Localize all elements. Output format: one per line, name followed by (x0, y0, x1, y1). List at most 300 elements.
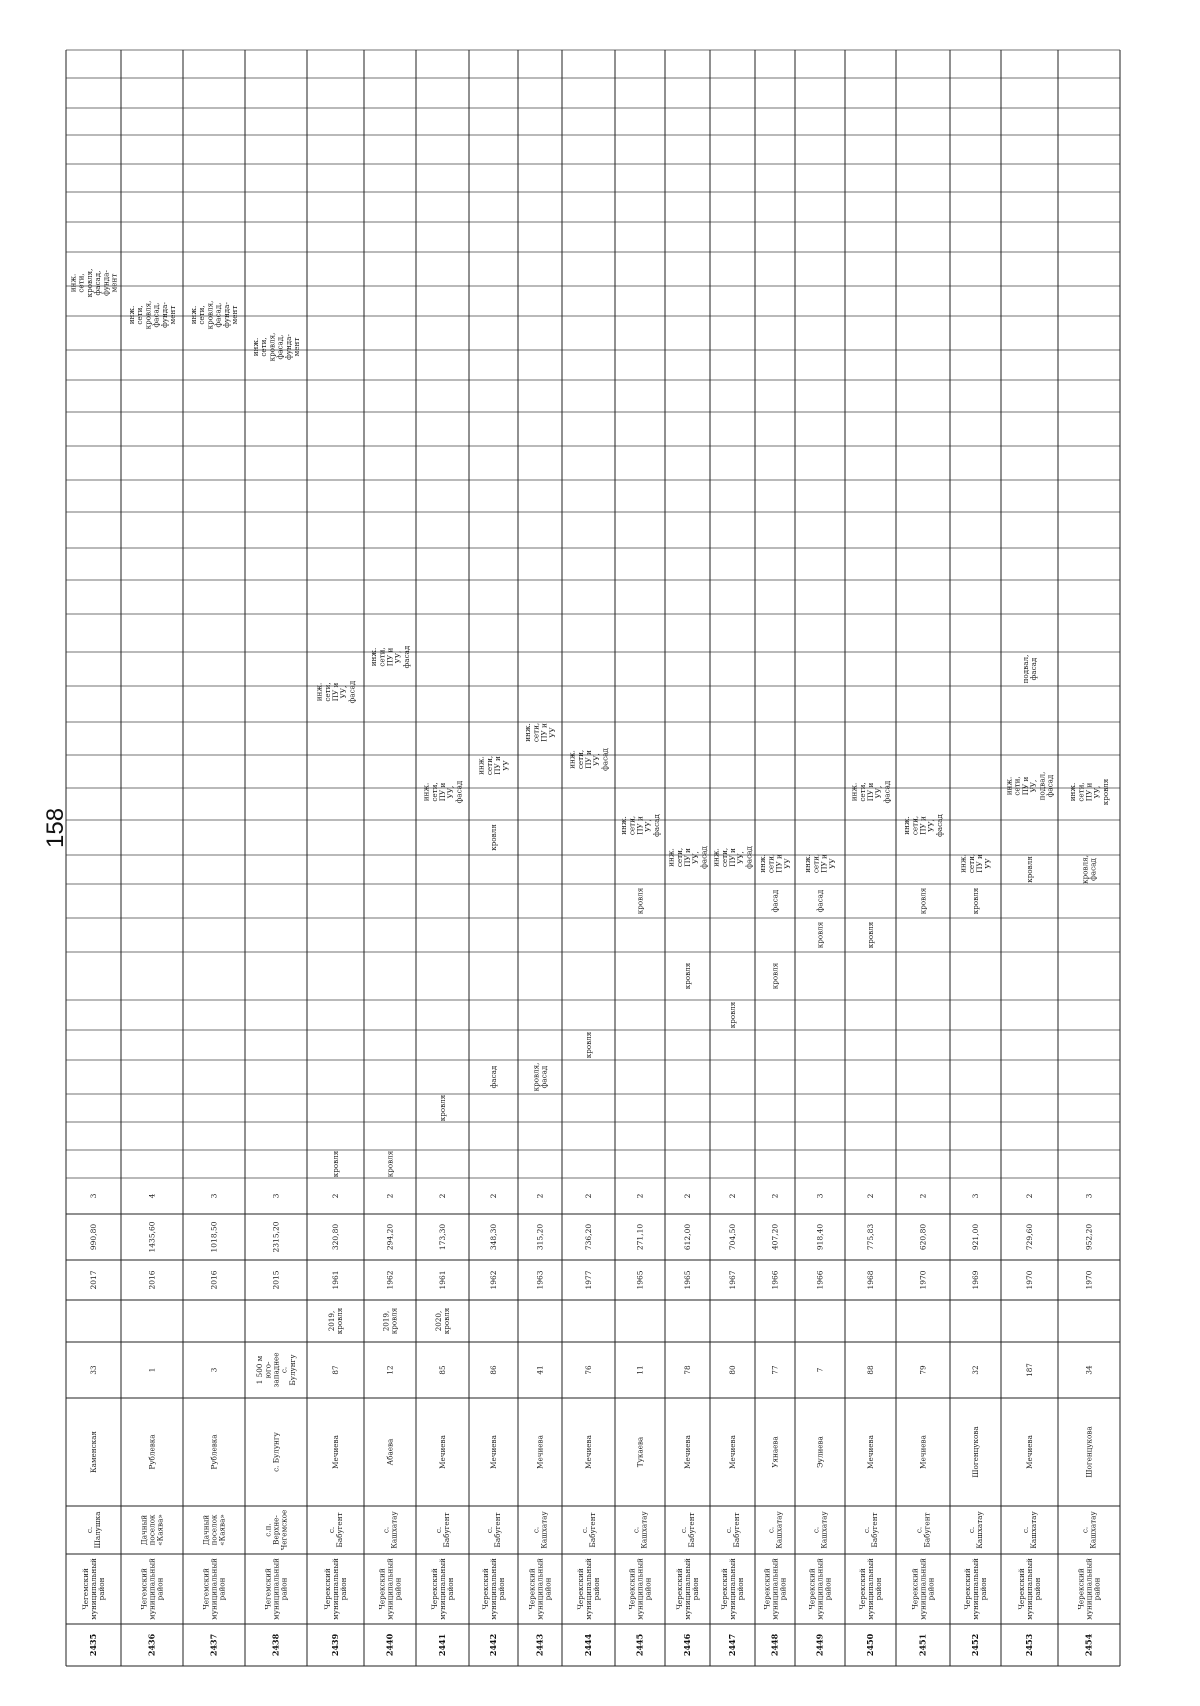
work-cell-c14-line: ПУ и (1020, 776, 1030, 796)
work-cell-c14-line: ПУ и (866, 782, 875, 802)
street-cell (866, 1434, 875, 1468)
settlement-cell-line: Дачный (201, 1514, 211, 1546)
floors-cell-line: 2 (770, 1193, 780, 1199)
work-cell-c12-line: инж. (666, 848, 676, 867)
floors-cell (489, 1193, 498, 1198)
work-cell-c13-line: ПУ и (635, 816, 645, 835)
house-cell (866, 1365, 875, 1375)
repair-note-cell-line: кровля (442, 1307, 452, 1335)
work-cell-c14-line: инж. (421, 782, 431, 802)
work-cell-c14-line: фасад (882, 780, 892, 804)
settlement-cell (580, 1513, 597, 1548)
floors-cell-line: 3 (271, 1193, 281, 1199)
house-cell-line: 76 (584, 1365, 593, 1375)
row-id-line: 2448 (769, 1633, 780, 1657)
district-cell (963, 1558, 988, 1620)
district-cell-line: район (155, 1577, 165, 1601)
row-id-line: 2454 (1083, 1633, 1094, 1657)
settlement-cell-line: поселок (147, 1514, 157, 1546)
district-cell-line: муниципальный (489, 1558, 498, 1620)
district-cell-line: муниципальный (89, 1558, 98, 1620)
settlement-cell (327, 1513, 344, 1548)
house-cell-line: 88 (866, 1365, 875, 1375)
district-cell-line: муниципальный (683, 1558, 692, 1620)
row-id (1084, 1633, 1094, 1656)
row-id (583, 1633, 593, 1656)
work-cell-c28 (189, 301, 239, 330)
work-cell-c12 (803, 854, 837, 873)
district-cell-line: Черекский (857, 1568, 867, 1610)
street-cell (584, 1434, 593, 1468)
settlement-cell-line: Кашхатау (539, 1511, 549, 1549)
area-cell (89, 1224, 98, 1250)
floors-cell (816, 1193, 825, 1198)
work-cell-c15-line: УУ (501, 760, 511, 771)
repair-note-cell (327, 1307, 344, 1334)
work-cell-c10 (866, 921, 875, 948)
work-cell-c13-line: кровля (489, 824, 498, 851)
district-cell-line: район (339, 1577, 349, 1601)
work-cell-c11-line: кровля (918, 887, 928, 915)
year-cell (536, 1270, 545, 1289)
work-cell-c28-line: инж. (127, 305, 136, 325)
floors-cell (584, 1193, 593, 1198)
street-cell-line: Рублевка (147, 1434, 157, 1470)
house-cell (148, 1368, 157, 1373)
district-cell-line: муниципальный (438, 1558, 447, 1620)
row-id (535, 1633, 545, 1656)
work-cell-c28-line: кровля, (205, 300, 215, 330)
work-cell-c13-line: УУ, (643, 819, 653, 832)
row-id-line: 2453 (1024, 1633, 1034, 1657)
floors-cell-line: 2 (331, 1193, 340, 1199)
settlement-cell-line: Кашхатау (975, 1511, 985, 1549)
house-cell-line: 33 (89, 1365, 98, 1375)
district-cell-line: муниципальный (635, 1558, 645, 1620)
street-cell-line: Эулиева (815, 1436, 825, 1468)
settlement-cell-line: Кашхатау (1029, 1511, 1039, 1549)
row-id (815, 1633, 825, 1656)
street-cell (210, 1434, 219, 1470)
year-cell (1025, 1270, 1034, 1289)
work-cell-c12-line: ПУ и (975, 854, 985, 873)
settlement-cell (811, 1511, 828, 1549)
year-cell-line: 1966 (770, 1270, 780, 1290)
settlement-cell-line: Бабугент (922, 1512, 932, 1548)
row-id-line: 2437 (208, 1633, 219, 1657)
work-cell-c12-line: ПУ и (819, 854, 829, 873)
street-cell-line: Мечиева (1025, 1435, 1034, 1469)
work-cell-c17-line: сети, (322, 682, 332, 702)
year-cell-line: 1962 (385, 1270, 395, 1290)
work-cell-c27 (251, 333, 301, 362)
district-cell-line: муниципальный (728, 1558, 737, 1620)
work-cell-c29-line: фунда- (101, 270, 111, 296)
floors-cell-line: 2 (635, 1193, 645, 1199)
work-cell-c12-line: ПУ и (683, 848, 692, 867)
street-cell-line: Абаева (385, 1438, 395, 1466)
district-cell-line: Черекский (1016, 1568, 1026, 1610)
year-cell (272, 1270, 281, 1289)
street-cell-line: Уянаева (770, 1436, 780, 1468)
street-cell-line: Рублевка (209, 1434, 219, 1470)
work-cell-c16-line: сети, (531, 722, 541, 743)
settlement-cell-line: Верхне- (271, 1515, 281, 1545)
house-cell (89, 1365, 98, 1375)
work-cell-c12-line: фасад (699, 846, 709, 869)
work-cell-c12-line: инж. (958, 854, 968, 873)
house-cell (636, 1365, 645, 1374)
work-cell-c14-line: подвал, (1037, 771, 1047, 801)
street-cell (148, 1434, 157, 1470)
row-id-line: 2442 (488, 1633, 498, 1657)
work-cell-c15-line: сети, (484, 755, 494, 776)
repair-note-cell-line: 2020, (433, 1310, 443, 1332)
work-cell-c15-line: УУ, (592, 753, 602, 766)
work-cell-c14 (1068, 778, 1110, 805)
repair-note-cell (434, 1307, 451, 1334)
house-cell-line: с. (279, 1366, 289, 1374)
area-cell-line: 2315,20 (271, 1221, 281, 1253)
house-cell-line: 77 (770, 1365, 780, 1375)
work-cell-c14-line: инж. (1068, 782, 1078, 802)
area-cell-line: 990,80 (89, 1223, 98, 1251)
year-cell (636, 1270, 645, 1289)
work-cell-c11 (816, 889, 825, 912)
work-cell-c14-line: сети, (857, 782, 867, 802)
work-cell-c10-line: кровля (815, 921, 825, 949)
work-cell-c29-line: кровля, (84, 268, 94, 298)
work-cell-c12 (758, 854, 792, 873)
district-cell (323, 1558, 348, 1620)
year-cell (866, 1270, 875, 1289)
year-cell (386, 1270, 395, 1289)
work-cell-c28-line: мент (230, 305, 239, 325)
floors-cell (919, 1193, 928, 1198)
work-cell-c12-line: сети, (766, 853, 776, 874)
row-id-line: 2449 (814, 1633, 825, 1657)
district-cell-line: район (543, 1577, 553, 1601)
area-cell-line: 1435,60 (147, 1221, 157, 1253)
work-cell-c13-line: ПУ и (918, 816, 928, 835)
district-cell-line: район (393, 1577, 403, 1601)
work-cell-c7 (584, 1031, 593, 1058)
floors-cell (536, 1193, 545, 1198)
work-cell-c6 (531, 1063, 548, 1092)
work-cell-c18-line: сети, (377, 647, 387, 667)
street-cell (272, 1431, 281, 1471)
street-cell-line: Мечиева (683, 1435, 692, 1469)
district-cell (627, 1558, 652, 1620)
row-id-line: 2440 (384, 1633, 395, 1657)
area-cell-line: 921,00 (971, 1223, 980, 1251)
settlement-cell (201, 1514, 226, 1546)
work-cell-c12-line: УУ, (691, 851, 701, 864)
work-cell-c14-line: УУ, (1092, 785, 1102, 799)
district-cell-line: Черекский (322, 1568, 332, 1610)
work-cell-c14 (1005, 772, 1055, 801)
work-cell-c17-line: инж. (314, 682, 324, 702)
floors-cell-line: 4 (147, 1193, 157, 1199)
row-id-line: 2439 (330, 1633, 340, 1657)
year-cell-line: 2016 (209, 1270, 219, 1290)
area-cell (771, 1224, 780, 1250)
work-cell-c29 (69, 269, 119, 298)
year-cell (148, 1270, 157, 1289)
row-id (770, 1633, 780, 1656)
work-cell-c17-line: ПУ и (331, 682, 340, 702)
work-cell-c12-line: фасад (1088, 858, 1098, 881)
work-cell-c12-line: кровля, (1080, 855, 1090, 884)
area-cell (584, 1224, 593, 1250)
settlement-cell-line: «Каява» (217, 1514, 227, 1546)
district-cell (81, 1558, 106, 1620)
settlement-cell-line: Кашхатау (819, 1511, 829, 1549)
settlement-cell-line: Бабугент (732, 1512, 742, 1548)
district-cell (201, 1558, 226, 1620)
street-cell (771, 1436, 780, 1468)
page-number: 158 (42, 807, 69, 848)
work-cell-c14-line: УУ, (874, 785, 884, 799)
district-cell-line: муниципальный (331, 1558, 340, 1620)
district-cell-line: муниципальный (271, 1558, 281, 1620)
work-cell-c13-line: УУ, (926, 819, 936, 832)
work-cell-c7-line: кровля (584, 1031, 593, 1059)
district-cell (430, 1558, 455, 1620)
area-cell (971, 1224, 980, 1250)
district-cell-line: Черекский (527, 1568, 537, 1610)
floors-cell-line: 2 (584, 1193, 593, 1199)
year-cell (771, 1270, 780, 1289)
district-cell-line: район (874, 1577, 884, 1601)
floors-cell (438, 1193, 447, 1198)
area-cell (272, 1221, 281, 1252)
street-cell (89, 1431, 98, 1473)
work-cell-c3 (331, 1150, 340, 1177)
street-cell-line: Мечиева (584, 1435, 593, 1469)
repair-note-cell-line: 2019, (381, 1310, 391, 1332)
house-cell (584, 1365, 593, 1375)
row-id (330, 1633, 340, 1656)
settlement-cell-line: Кашхатау (389, 1511, 399, 1549)
work-cell-c17 (315, 680, 357, 703)
year-cell (971, 1270, 980, 1289)
work-cell-c12 (712, 846, 754, 869)
house-cell-line: 187 (1025, 1363, 1034, 1377)
district-cell-line: Черекский (807, 1568, 817, 1610)
work-cell-c12-line: инж. (758, 854, 768, 873)
settlement-cell-line: с. (966, 1526, 976, 1534)
settlement-cell-line: с. (326, 1526, 336, 1534)
house-cell-line: юго- (263, 1361, 273, 1379)
settlement-cell (139, 1514, 164, 1546)
settlement-cell (1080, 1511, 1097, 1549)
street-cell (683, 1434, 692, 1468)
area-cell (438, 1224, 447, 1250)
work-cell-c12-line: УУ (983, 858, 993, 869)
district-cell-line: район (823, 1577, 833, 1601)
work-cell-c14-line: инж. (1004, 776, 1014, 796)
year-cell (89, 1270, 98, 1289)
settlement-cell (766, 1511, 783, 1549)
district-cell-line: район (1092, 1577, 1102, 1601)
settlement-cell-line: с. (914, 1526, 924, 1534)
work-cell-c13-line: фасад (934, 814, 944, 837)
house-cell-line: 32 (971, 1365, 980, 1375)
settlement-cell-line: с. (484, 1526, 494, 1534)
district-cell (481, 1558, 506, 1620)
work-cell-c14-line: ПУ и (1084, 782, 1094, 802)
year-cell-line: 1970 (1084, 1270, 1094, 1290)
floors-cell-line: 2 (866, 1193, 875, 1199)
work-cell-c12 (1025, 856, 1034, 883)
district-cell-line: район (926, 1577, 936, 1601)
work-cell-c15 (477, 756, 511, 775)
settlement-cell-line: Дачный (139, 1514, 149, 1546)
work-cell-c17-line: фасад (347, 680, 357, 704)
settlement-cell (531, 1511, 548, 1549)
row-id (488, 1634, 498, 1656)
work-cell-c14 (850, 780, 892, 803)
district-cell-line: муниципальный (147, 1558, 157, 1620)
floors-cell (89, 1193, 98, 1198)
year-cell-line: 1963 (535, 1270, 545, 1290)
street-cell-line: Мечиева (489, 1435, 498, 1469)
house-cell-line: 87 (331, 1365, 340, 1375)
district-cell (377, 1558, 402, 1620)
district-cell (858, 1558, 883, 1620)
district-cell-line: муниципальный (815, 1558, 825, 1620)
settlement-cell-line: Кашхатау (1088, 1511, 1098, 1549)
area-cell (728, 1224, 737, 1250)
area-cell-line: 173,30 (438, 1223, 447, 1251)
district-cell-line: Черекский (674, 1568, 684, 1610)
work-cell-c18-line: фасад (1029, 657, 1039, 681)
row-id-line: 2451 (917, 1633, 928, 1657)
year-cell-line: 2017 (89, 1270, 98, 1290)
work-cell-c14-line: ПУ и (438, 782, 447, 802)
area-cell-line: 315,20 (535, 1223, 545, 1251)
work-cell-c28-line: кровля, (143, 300, 153, 330)
district-cell-line: район (446, 1577, 456, 1601)
row-id (865, 1633, 875, 1656)
year-cell-line: 1961 (438, 1270, 447, 1290)
district-cell-line: район (979, 1577, 989, 1601)
work-cell-c8 (728, 1001, 737, 1028)
settlement-cell-line: с. (84, 1526, 94, 1534)
district-cell (910, 1558, 935, 1620)
work-cell-c6-line: кровля, (531, 1062, 541, 1092)
floors-cell (728, 1193, 737, 1198)
year-cell-line: 1961 (331, 1270, 340, 1290)
work-cell-c6 (489, 1065, 498, 1088)
work-cell-c16-line: УУ (547, 727, 557, 738)
work-cell-c18 (369, 645, 411, 668)
floors-cell (210, 1193, 219, 1198)
settlement-cell-line: поселок (209, 1514, 219, 1546)
year-cell (438, 1270, 447, 1289)
settlement-cell-line: Кашхатау (774, 1511, 784, 1549)
work-cell-c12-line: сети, (811, 853, 821, 874)
district-cell-line: муниципальный (770, 1558, 780, 1620)
street-cell (489, 1434, 498, 1468)
work-cell-c27-line: кровля, (267, 332, 277, 362)
house-cell-line: Булунгу (287, 1354, 297, 1386)
work-cell-c29-line: фасад, (93, 270, 103, 296)
area-cell-line: 918,40 (815, 1223, 825, 1251)
work-cell-c15-line: ПУ и (493, 756, 503, 775)
work-cell-c9-line: кровля (683, 962, 692, 990)
settlement-cell (434, 1513, 451, 1548)
row-id-line: 2445 (634, 1633, 645, 1657)
street-cell (1085, 1426, 1094, 1478)
district-cell (139, 1558, 164, 1620)
settlement-cell-line: с. (531, 1526, 541, 1534)
work-cell-c27-line: инж. (251, 337, 260, 357)
street-cell (728, 1434, 737, 1468)
work-cell-c14 (422, 780, 464, 803)
settlement-cell-line: с. (381, 1526, 391, 1534)
year-cell (489, 1270, 498, 1289)
settlement-cell-line: с. (678, 1526, 688, 1534)
work-cell-c29-line: сети, (76, 273, 86, 293)
district-cell-line: муниципальный (866, 1558, 875, 1620)
street-cell-line: с. Булунгу (271, 1432, 281, 1472)
house-cell-line: 85 (438, 1365, 447, 1375)
settlement-cell (485, 1513, 502, 1548)
house-cell (331, 1365, 340, 1375)
floors-cell-line: 3 (1084, 1193, 1094, 1199)
work-cell-c14-line: кровля (1100, 778, 1110, 806)
settlement-cell (724, 1513, 741, 1548)
year-cell-line: 1970 (1025, 1270, 1034, 1290)
district-cell (807, 1558, 832, 1620)
house-cell-line: 1 500 м (255, 1355, 265, 1385)
area-cell-line: 1018,50 (209, 1221, 219, 1253)
work-cell-c18-line: инж. (369, 647, 379, 667)
district-cell-line: муниципальный (918, 1558, 928, 1620)
district-cell-line: Чегемский (201, 1568, 211, 1610)
row-id-line: 2452 (970, 1633, 980, 1657)
settlement-cell (967, 1511, 984, 1549)
work-cell-c18 (1021, 655, 1038, 684)
work-cell-c12 (667, 846, 709, 869)
street-cell-line: Мечиева (331, 1435, 340, 1469)
row-id (727, 1634, 737, 1656)
work-cell-c14-line: сети, (429, 782, 439, 802)
settlement-cell (862, 1513, 879, 1548)
area-cell (489, 1224, 498, 1250)
work-cell-c3-line: кровля (385, 1150, 395, 1178)
work-cell-c13-line: фасад (651, 814, 661, 837)
row-id-line: 2447 (727, 1633, 737, 1657)
district-cell-line: Черекский (429, 1568, 439, 1610)
settlement-cell-line: с.п. (263, 1523, 273, 1537)
district-cell-line: муниципальный (209, 1558, 219, 1620)
street-cell-line: Тукаева (635, 1436, 645, 1468)
house-cell-line: 34 (1084, 1365, 1094, 1375)
floors-cell-line: 2 (535, 1193, 545, 1199)
house-cell-line: 78 (683, 1365, 692, 1375)
settlement-cell (1021, 1511, 1038, 1549)
repair-note-cell-line: 2019, (326, 1310, 336, 1332)
area-cell-line: 320,80 (331, 1223, 340, 1251)
year-cell-line: 1962 (489, 1270, 498, 1290)
work-cell-c29-line: мент (109, 273, 119, 293)
district-cell (527, 1558, 552, 1620)
work-cell-c11 (636, 887, 645, 914)
house-cell-line: 41 (535, 1365, 545, 1375)
